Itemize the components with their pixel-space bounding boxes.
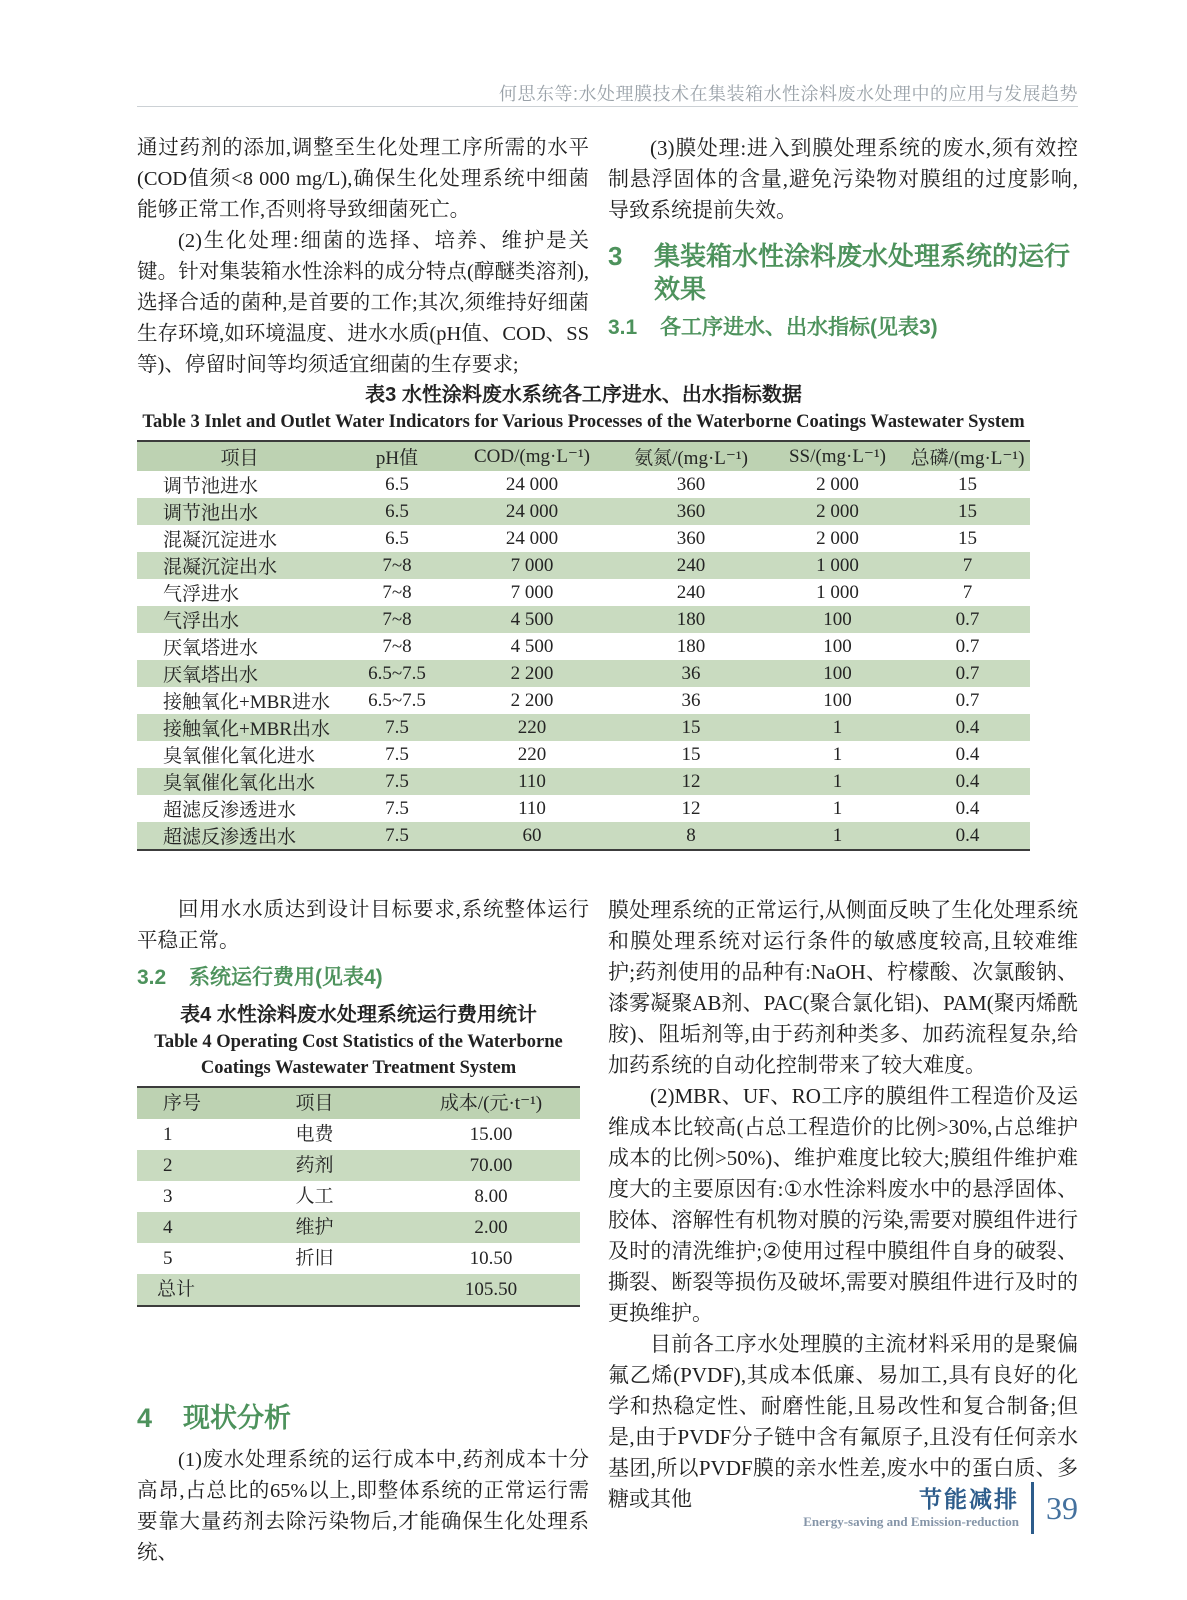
page-number: 39 [1046,1489,1078,1526]
table-cell: 折旧 [295,1248,334,1269]
header-rule [137,106,1078,107]
table4-title-en-line2: Coatings Wastewater Treatment System [200,1058,517,1078]
table-row [137,525,1030,552]
table-cell: 15 [681,716,701,738]
table3-title-en: Table 3 Inlet and Outlet Water Indicators for Various Processes of the Waterborne Coatings Wastewater System [142,412,1025,432]
section-number: 3 [608,241,623,271]
table-cell: 7~8 [382,608,412,630]
table-row [137,1150,580,1181]
table-cell: 24 000 [505,527,559,549]
table-cell: 0.4 [955,797,980,819]
table-cell: 360 [676,500,706,522]
section-heading-4 [137,1402,589,1435]
table-row [137,1181,580,1212]
column-right-top [608,133,1078,343]
table-row [137,579,1030,606]
table-cell: 0.4 [955,824,980,846]
table-cell: 4 500 [510,608,554,630]
table-cell: 240 [676,581,706,603]
subsection-heading-3-1 [608,312,1078,343]
table-cell: 维护 [295,1217,334,1238]
table-cell: 0.7 [955,635,980,657]
table-cell: 超滤反渗透进水 [163,800,297,821]
table-row [137,633,1030,660]
table-cell: 接触氧化+MBR进水 [163,692,330,713]
section-title: 集装箱水性涂料废水处理系统的运行效果 [654,241,1071,304]
table-cell: 7.5 [385,716,409,738]
table-cell: 12 [681,770,701,792]
table-cell: 电费 [295,1124,334,1145]
table-cell: 24 000 [505,473,559,495]
table-cell: 0.4 [955,743,980,765]
table-cell: 8.00 [474,1186,508,1207]
table-row [137,741,1030,768]
table-cell: 7 [962,554,973,576]
table-cell: 180 [676,608,706,630]
table-cell: 臭氧催化氧化出水 [163,773,316,794]
table4-header-cell: 成本/(元·t⁻¹) [439,1093,543,1114]
table-cell: 混凝沉淀进水 [163,530,278,551]
table-cell: 7~8 [382,554,412,576]
table-cell: 0.7 [955,689,980,711]
footer-divider-bar [1031,1482,1034,1534]
table-cell: 0.7 [955,608,980,630]
table-cell: 7.5 [385,797,409,819]
table-cell: 2 [163,1155,173,1176]
paragraph: 通过药剂的添加,调整至生化处理工序所需的水平(COD值须<8 000 mg/L),确保生化处理系统中细菌能够正常工作,否则将导致细菌死亡。 [137,137,589,221]
table-cell: 6.5 [385,527,409,549]
table-cell: 0.4 [955,770,980,792]
table-cell: 1 [832,716,843,738]
table-cell: 调节池进水 [163,476,259,497]
table-row [137,768,1030,795]
table-cell: 6.5~7.5 [368,689,426,711]
table-cell: 36 [681,662,701,684]
page-footer [803,1482,1078,1534]
table-cell: 厌氧塔出水 [163,665,259,686]
table-cell: 15 [958,473,977,495]
table-row [137,606,1030,633]
table3-header-cell: 总磷/(mg·L⁻¹) [910,448,1025,469]
table4-total-row [137,1274,580,1306]
table-cell: 110 [518,797,546,819]
table4-header-row [137,1087,580,1119]
table3-header-row [137,441,1030,471]
table-cell: 2 200 [510,689,554,711]
table-cell: 360 [676,473,706,495]
table-cell: 2.00 [474,1217,508,1238]
table-cell: 气浮进水 [163,584,240,605]
table-row [137,1212,580,1243]
running-head: 何思东等:水处理膜技术在集装箱水性涂料废水处理中的应用与发展趋势 [499,84,1078,104]
table-cell: 100 [823,635,852,657]
table-cell: 1 [832,743,843,765]
table-cell: 36 [681,689,701,711]
table-cell: 0.7 [955,662,980,684]
table-cell: 4 [163,1217,173,1238]
table-cell: 100 [823,689,852,711]
table-cell: 7.5 [385,743,409,765]
table-cell: 15.00 [469,1124,513,1145]
table-cell: 15 [958,527,977,549]
table3-header-cell: 项目 [220,448,259,469]
table-row [137,1119,580,1150]
table-cell: 1 000 [816,554,859,576]
table-row [137,795,1030,822]
table3-header-cell: 氨氮/(mg·L⁻¹) [634,448,748,469]
table-row [137,660,1030,687]
table-cell: 7.5 [385,770,409,792]
table-cell: 6.5~7.5 [368,662,426,684]
table-cell: 4 500 [510,635,554,657]
paragraph: (2)生化处理:细菌的选择、培养、维护是关键。针对集装箱水性涂料的成分特点(醇醚类溶剂),选择合适的菌种,是首要的工作;其次,须维持好细菌生存环境,如环境温度、进水水质(pH值、COD、SS等)、停留时间等均须适宜细菌的生存要求; [137,230,589,376]
table-cell: 臭氧催化氧化进水 [163,746,316,767]
table-row [137,822,1030,850]
table-cell: 100 [823,662,852,684]
subsection-title: 系统运行费用(见表4) [189,966,383,989]
paragraph: 目前各工序水处理膜的主流材料采用的是聚偏氟乙烯(PVDF),其成本低廉、易加工,具有良好的化学和热稳定性、耐磨性能,且易改性和复合制备;但是,由于PVDF分子链中含有氟原子,且没有任何亲水基团,所以PVDF膜的亲水性差,废水中的蛋白质、多糖或其他 [608,1332,1078,1511]
table3-title-cn: 表3 水性涂料废水系统各工序进水、出水指标数据 [365,384,802,406]
subsection-number: 3.1 [608,316,638,339]
table-cell: 混凝沉淀出水 [163,557,278,578]
table-cell: 1 [832,824,843,846]
section-heading-3 [608,240,1078,306]
table-cell: 6.5 [385,473,409,495]
journal-name-cn: 节能减排 [919,1485,1019,1512]
table-row [137,687,1030,714]
table-cell: 6.5 [385,500,409,522]
subsection-number: 3.2 [137,966,167,989]
column-left-top [137,133,589,381]
table3-block [137,383,1030,851]
table-cell: 2 000 [816,527,859,549]
table-cell: 7 [962,581,973,603]
table-cell: 超滤反渗透出水 [163,827,297,848]
section-number: 4 [137,1403,153,1433]
table-cell: 220 [517,716,547,738]
paragraph: 回用水水质达到设计目标要求,系统整体运行平稳正常。 [137,899,589,952]
table-cell: 7~8 [382,581,412,603]
table3-header-cell: COD/(mg·L⁻¹) [474,446,590,467]
journal-name [803,1487,1019,1530]
table-cell: 7 000 [510,581,554,603]
table4-empty-cell [227,1274,402,1306]
table4-total-label: 总计 [157,1279,196,1300]
table-cell: 8 [686,824,696,846]
column-left-bottom [137,895,589,1569]
table-cell: 接触氧化+MBR出水 [163,719,330,740]
table-cell: 气浮出水 [163,611,240,632]
table-cell: 2 200 [510,662,554,684]
table-cell: 7~8 [382,635,412,657]
table4-title-en-line1: Table 4 Operating Cost Statistics of the Waterborne [154,1032,563,1052]
subsection-title: 各工序进水、出水指标(见表3) [660,316,938,339]
table-cell: 15 [958,500,977,522]
table-cell: 3 [163,1186,173,1207]
table-cell: 1 [832,797,843,819]
table-cell: 7.5 [385,824,409,846]
table-cell: 0.4 [955,716,980,738]
table-cell: 2 000 [816,473,859,495]
table4-title-en [137,1029,580,1081]
table-cell: 1 [163,1124,173,1145]
paragraph: (2)MBR、UF、RO工序的膜组件工程造价及运维成本比较高(占总工程造价的比例>30%,占总维护成本的比例>50%)、维护难度比较大;膜组件维护难度大的主要原因有:①水性涂料废水中的悬浮固体、胶体、溶解性有机物对膜的污染,需要对膜组件进行及时的清洗维护;②使用过程中膜组件自身的破裂、撕裂、断裂等损伤及破坏,需要对膜组件进行及时的更换维护。 [608,1084,1078,1325]
paragraph: (1)废水处理系统的运行成本中,药剂成本十分高昂,占总比的65%以上,即整体系统的正常运行需要靠大量药剂去除污染物后,才能确保生化处理系统、 [137,1449,589,1564]
column-right-bottom [608,895,1078,1515]
table4-block [137,1003,580,1307]
paragraph: (3)膜处理:进入到膜处理系统的废水,须有效控制悬浮固体的含量,避免污染物对膜组的过度影响,导致系统提前失效。 [608,136,1078,222]
subsection-heading-3-2 [137,962,589,993]
table4-header-cell: 序号 [162,1093,201,1114]
table-row [137,1243,580,1274]
table-cell: 10.50 [469,1248,513,1269]
table-cell: 1 000 [816,581,859,603]
table-cell: 15 [681,743,701,765]
table-cell: 60 [522,824,542,846]
journal-name-en: Energy-saving and Emission-reduction [803,1513,1019,1529]
table-cell: 220 [517,743,547,765]
section-title: 现状分析 [183,1403,291,1433]
paragraph: 膜处理系统的正常运行,从侧面反映了生化处理系统和膜处理系统对运行条件的敏感度较高,且较难维护;药剂使用的品种有:NaOH、柠檬酸、次氯酸钠、漆雾凝聚AB剂、PAC(聚合氯化铝)、PAM(聚丙烯酰胺)、阻垢剂等,由于药剂种类多、加药流程复杂,给加药系统的自动化控制带来了较大难度。 [608,898,1078,1077]
table-cell: 药剂 [295,1155,334,1176]
table-cell: 厌氧塔进水 [163,638,259,659]
table4-header-cell: 项目 [295,1093,334,1114]
table4-title-cn: 表4 水性涂料废水处理系统运行费用统计 [180,1004,537,1026]
table-cell: 24 000 [505,500,559,522]
table-cell: 110 [518,770,546,792]
table-cell: 7 000 [510,554,554,576]
table-cell: 360 [676,527,706,549]
table-row [137,471,1030,498]
table4-total-value: 105.50 [464,1279,518,1300]
table-row [137,714,1030,741]
table3 [137,440,1030,851]
table-row [137,498,1030,525]
table3-header-cell: SS/(mg·L⁻¹) [788,446,886,467]
table3-header-cell: pH值 [375,448,419,469]
table-row [137,552,1030,579]
table-cell: 12 [681,797,701,819]
table-cell: 100 [823,608,852,630]
table-cell: 调节池出水 [163,503,259,524]
table4 [137,1086,580,1307]
table-cell: 1 [832,770,843,792]
table-cell: 2 000 [816,500,859,522]
table-cell: 70.00 [469,1155,513,1176]
table-cell: 180 [676,635,706,657]
table-cell: 人工 [295,1186,334,1207]
table-cell: 5 [163,1248,173,1269]
table-cell: 240 [676,554,706,576]
